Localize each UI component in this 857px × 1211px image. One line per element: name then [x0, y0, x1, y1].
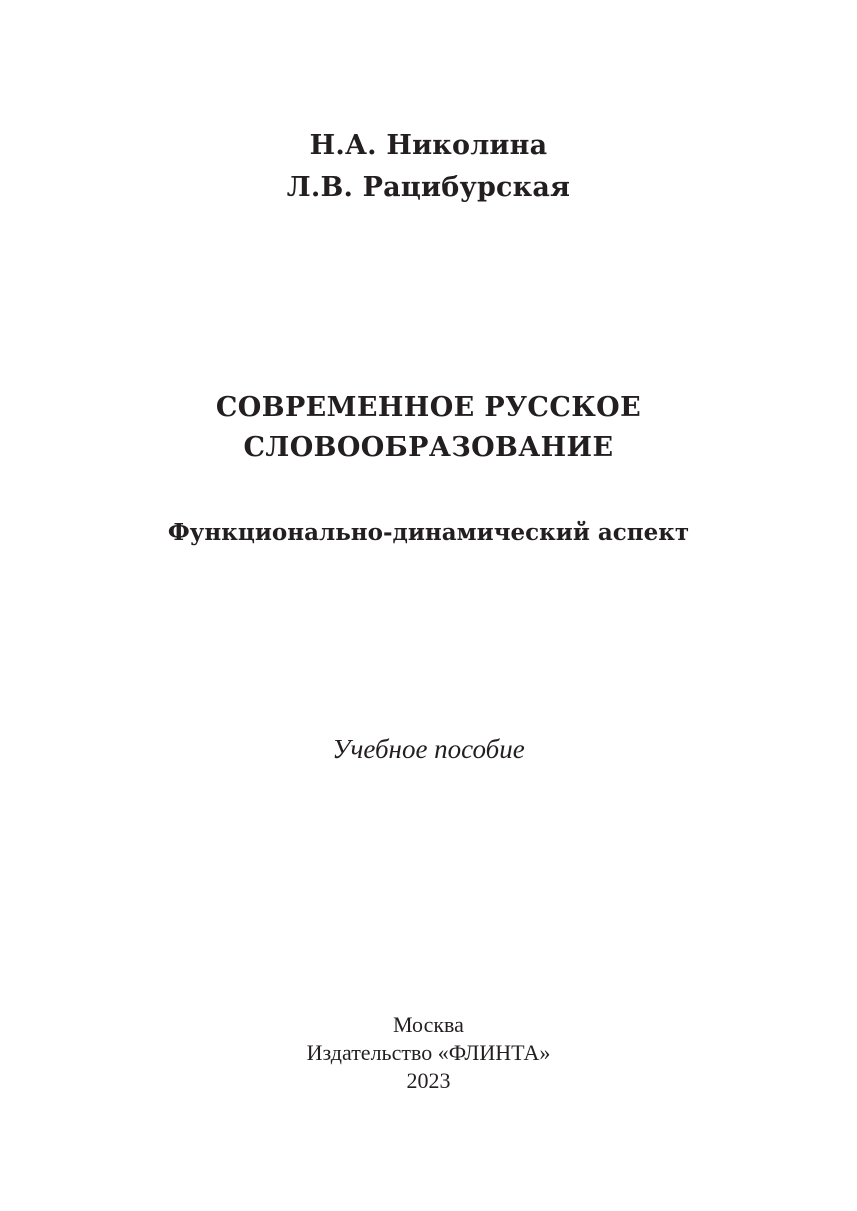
author-2: Л.В. Рацибурская	[286, 172, 571, 203]
book-genre: Учебное пособие	[332, 734, 525, 764]
book-title-line-2: СЛОВООБРАЗОВАНИЕ	[243, 432, 614, 463]
imprint-city: Москва	[393, 1012, 464, 1037]
book-subtitle: Функционально-динамический аспект	[167, 519, 690, 546]
imprint-publisher: Издательство «ФЛИНТА»	[306, 1040, 551, 1065]
book-title-line-1: СОВРЕМЕННОЕ РУССКОЕ	[215, 392, 642, 423]
imprint-year: 2023	[406, 1068, 451, 1093]
author-1: Н.А. Николина	[309, 130, 548, 161]
